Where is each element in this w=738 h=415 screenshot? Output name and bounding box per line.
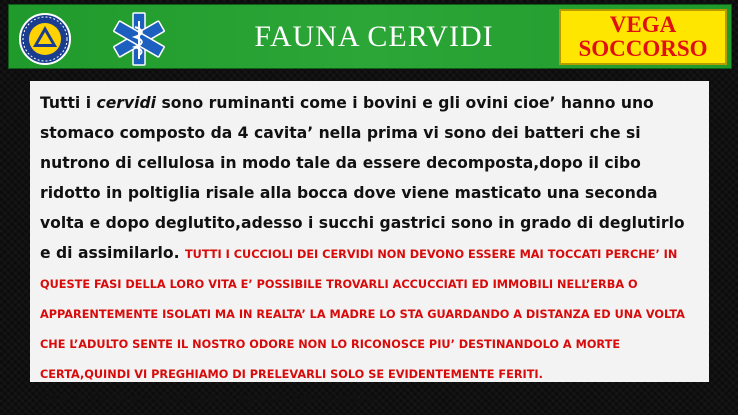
main-paragraph xyxy=(40,88,699,388)
page-title: FAUNA CERVIDI xyxy=(254,19,494,53)
paragraph-italic-word: cervidi xyxy=(96,94,157,112)
warning-text: TUTTI I CUCCIOLI DEI CERVIDI NON DEVONO ESSERE MAI TOCCATI PERCHE’ IN QUESTE FASI DELLA LORO VITA E’ POSSIBILE TROVARLI ACCUCCIATI ED IMMOBILI NELL’ERBA O APPARENTEMENTE ISOLATI MA IN REALTA’ LA MADRE LO STA GUARDANDO A DISTANZA ED UNA VOLTA CHE L’ADULTO SENTE IL NOSTRO ODORE NON LO RICONOSCE PIU’ DESTINANDOLO A MORTE CERTA,QUINDI VI PREGHIAMO DI PRELEVARLI SOLO SE EVIDENTEMENTE FERITI. xyxy=(40,248,685,381)
content-panel xyxy=(30,81,709,406)
paragraph-body: sono ruminanti come i bovini e gli ovini cioe’ hanno uno stomaco composto da 4 cavita’ nella prima vi sono dei batteri che si nutrono di cellulosa in modo tale da essere decomposta,dopo il cibo ridotto in poltiglia risale alla bocca dove viene masticato una seconda volta e dopo deglutito,adesso i succhi gastrici sono in grado di deglutirlo e di assimilarlo. xyxy=(40,94,685,262)
badge-line-2: SOCCORSO xyxy=(578,36,708,61)
vega-soccorso-badge xyxy=(559,9,727,65)
badge-line-1: VEGA xyxy=(609,12,677,37)
paragraph-prefix: Tutti i xyxy=(40,94,97,112)
outro-text: Ora vi faremo conoscere specie per specie: xyxy=(40,390,381,406)
header-bar xyxy=(8,4,732,69)
protezione-civile-logo xyxy=(19,13,71,65)
star-of-life-icon xyxy=(111,11,167,67)
